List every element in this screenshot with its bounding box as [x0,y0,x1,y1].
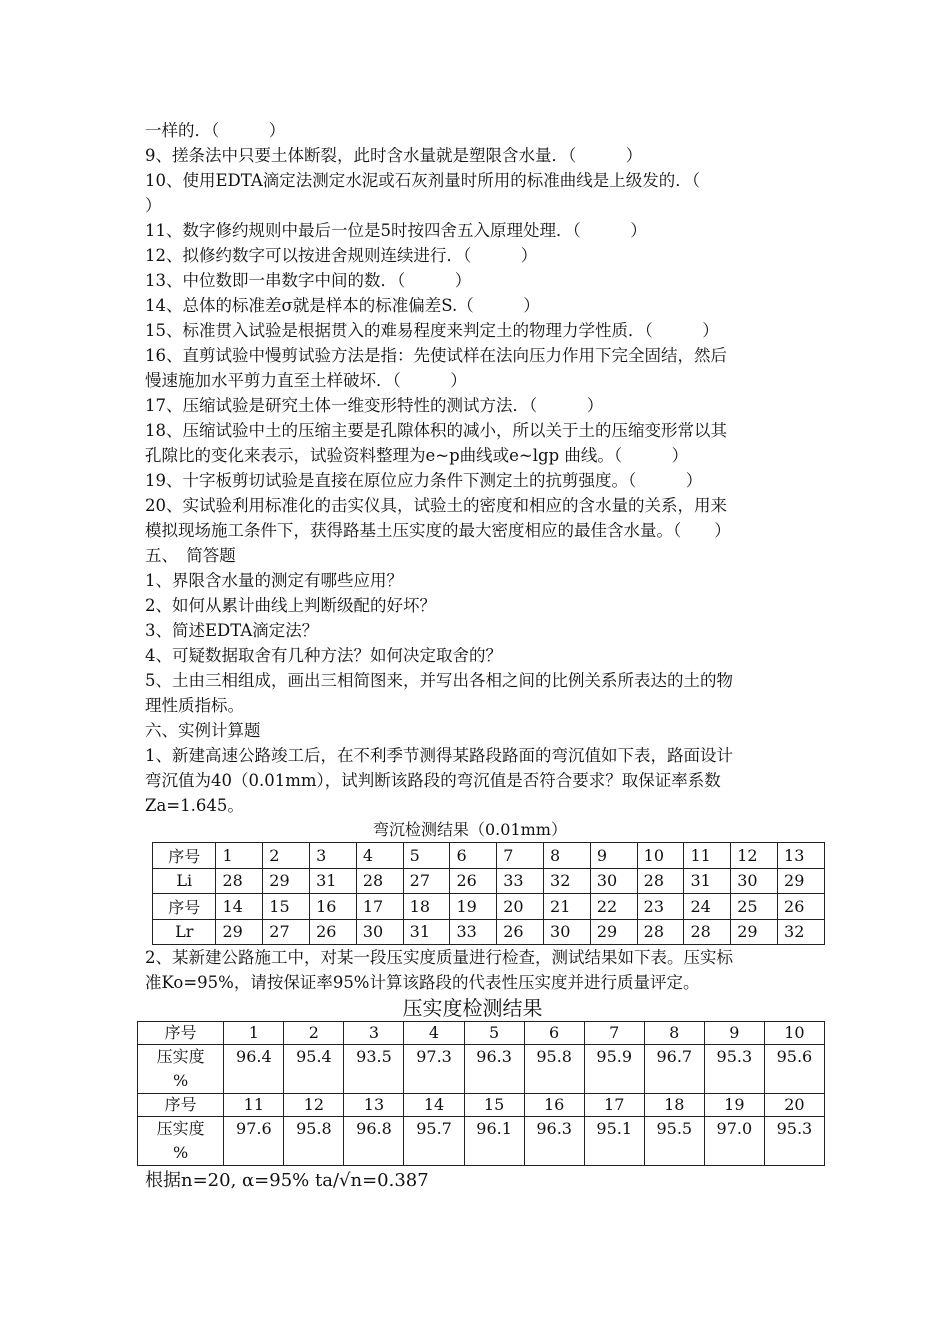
text-line: 18、压缩试验中土的压缩主要是孔隙体积的减小，所以关于土的压缩变形常以其 [145,421,727,440]
table-cell: 28 [637,919,684,945]
table-cell: 29 [731,919,778,945]
table-cell: 17 [356,894,403,920]
text-line: 孔隙比的变化来表示，试验资料整理为e~p曲线或e~lgp 曲线。（ ） [145,446,689,465]
table-cell: 27 [263,919,310,945]
table-cell: 31 [684,868,731,894]
table-cell: 5 [403,843,450,869]
text-line: 13、中位数即一串数字中间的数．（ ） [145,271,472,290]
table-cell: 15 [464,1094,524,1117]
table-cell: 4 [404,1022,464,1045]
table-cell: 10 [764,1022,824,1045]
question-lines-2 [145,945,825,995]
table-cell: 18 [644,1094,704,1117]
row-header-cell: 序号 [138,1094,224,1117]
table-cell: 15 [263,894,310,920]
table-cell: 96.3 [524,1117,584,1166]
text-line: 模拟现场施工条件下，获得路基土压实度的最大密度相应的最佳含水量。（ ） [145,521,731,540]
table-cell: 27 [403,868,450,894]
table-cell: 97.0 [704,1117,764,1166]
row-header-cell: 序号 [153,894,216,920]
table-cell: 17 [584,1094,644,1117]
text-line: 慢速施加水平剪力直至土样破坏．（ ） [145,371,467,390]
table-cell: 33 [497,868,544,894]
row-header-cell: 序号 [153,843,216,869]
table-cell: 5 [464,1022,524,1045]
table-cell: 2 [284,1022,344,1045]
text-line: 一样的．（ ） [145,121,286,140]
text-line: 16、直剪试验中慢剪试验方法是指：先使试样在法向压力作用下完全固结，然后 [145,346,727,365]
table-cell: 30 [356,919,403,945]
table-cell: 8 [644,1022,704,1045]
table-cell: 2 [263,843,310,869]
text-line: 4、可疑数据取舍有几种方法？如何决定取舍的？ [145,646,502,665]
table-cell: 13 [778,843,825,869]
table-cell: 31 [403,919,450,945]
table-row [153,868,825,894]
text-line: 1、新建高速公路竣工后，在不利季节测得某路段路面的弯沉值如下表，路面设计 [145,746,733,765]
table-cell: 25 [731,894,778,920]
table-cell: 6 [450,843,497,869]
row-header-cell: Li [153,868,216,894]
text-line: 准Ko=95%，请按保证率95%计算该路段的代表性压实度并进行质量评定。 [145,973,700,992]
row-header-cell: Lr [153,919,216,945]
table-cell: 12 [284,1094,344,1117]
table-cell: 24 [684,894,731,920]
table-cell: 13 [344,1094,404,1117]
table-cell: 8 [544,843,591,869]
text-line: 5、土由三相组成，画出三相简图来，并写出各相之间的比例关系所表达的土的物 [145,671,733,690]
table-cell: 20 [497,894,544,920]
table-cell: 97.6 [224,1117,284,1166]
table-cell: 9 [590,843,637,869]
text-line: 10、使用EDTA滴定法测定水泥或石灰剂量时所用的标准曲线是上级发的．（ [145,171,701,190]
table-cell: 96.8 [344,1117,404,1166]
table-cell: 32 [544,868,591,894]
table-cell: 3 [310,843,357,869]
table-cell: 22 [590,894,637,920]
compaction-table [137,1021,825,1166]
table-cell: 95.3 [704,1045,764,1094]
table-row [138,1045,825,1094]
table-cell: 23 [637,894,684,920]
table-cell: 28 [637,868,684,894]
table-row [153,919,825,945]
question-lines [145,118,825,818]
table-row [138,1117,825,1166]
text-line: 3、简述EDTA滴定法？ [145,621,319,640]
table-cell: 6 [524,1022,584,1045]
table-row [138,1094,825,1117]
table1-caption: 弯沉检测结果（0.01mm） [373,820,567,839]
document-page [145,118,825,1194]
table-cell: 11 [224,1094,284,1117]
text-line: 12、拟修约数字可以按进舍规则连续进行．（ ） [145,246,538,265]
table-cell: 16 [310,894,357,920]
text-line: ） [145,196,162,215]
table-cell: 3 [344,1022,404,1045]
text-line: 弯沉值为40（0.01mm），试判断该路段的弯沉值是否符合要求？取保证率系数 [145,771,721,790]
table-cell: 26 [310,919,357,945]
text-line: 2、某新建公路施工中，对某一段压实度质量进行检查，测试结果如下表。压实标 [145,948,733,967]
text-line: 理性质指标。 [145,696,244,715]
row-header-cell: 压实度 % [138,1117,224,1166]
table-cell: 95.6 [764,1045,824,1094]
table-cell: 30 [731,868,778,894]
table-cell: 29 [263,868,310,894]
table-cell: 28 [216,868,263,894]
table-cell: 7 [584,1022,644,1045]
table-row [153,843,825,869]
deflection-table [152,842,825,945]
table-cell: 97.3 [404,1045,464,1094]
table-cell: 21 [544,894,591,920]
table-cell: 96.4 [224,1045,284,1094]
table-cell: 12 [731,843,778,869]
table-cell: 95.9 [584,1045,644,1094]
table-cell: 20 [764,1094,824,1117]
table-cell: 95.5 [644,1117,704,1166]
text-line: 11、数字修约规则中最后一位是5时按四舍五入原理处理．（ ） [145,221,647,240]
table-cell: 1 [216,843,263,869]
text-line: 17、压缩试验是研究土体一维变形特性的测试方法．（ ） [145,396,604,415]
table-cell: 28 [684,919,731,945]
table-cell: 95.8 [524,1045,584,1094]
table-cell: 29 [590,919,637,945]
table-cell: 14 [404,1094,464,1117]
table-cell: 96.7 [644,1045,704,1094]
text-line: 9、搓条法中只要土体断裂，此时含水量就是塑限含水量．（ ） [145,146,643,165]
table-cell: 30 [544,919,591,945]
table-cell: 30 [590,868,637,894]
table-cell: 28 [356,868,403,894]
footer-formula: 根据n=20, α=95% ta/√n=0.387 [145,1170,429,1191]
row-header-cell: 压实度 % [138,1045,224,1094]
table-cell: 95.7 [404,1117,464,1166]
table-cell: 93.5 [344,1045,404,1094]
text-line: 五、 简答题 [145,546,236,565]
table-cell: 11 [684,843,731,869]
table-cell: 29 [216,919,263,945]
table-cell: 95.8 [284,1117,344,1166]
table-row [153,894,825,920]
table-cell: 7 [497,843,544,869]
text-line: Za=1.645。 [145,796,244,815]
table-cell: 95.1 [584,1117,644,1166]
table-cell: 18 [403,894,450,920]
row-header-cell: 序号 [138,1022,224,1045]
table-cell: 4 [356,843,403,869]
table-cell: 14 [216,894,263,920]
table-cell: 95.4 [284,1045,344,1094]
table-cell: 1 [224,1022,284,1045]
table-cell: 9 [704,1022,764,1045]
table-cell: 26 [778,894,825,920]
table2-caption: 压实度检测结果 [402,996,543,1020]
text-line: 六、实例计算题 [145,721,261,740]
table-cell: 26 [450,868,497,894]
table-cell: 96.1 [464,1117,524,1166]
table-cell: 16 [524,1094,584,1117]
text-line: 15、标准贯入试验是根据贯入的难易程度来判定土的物理力学性质．（ ） [145,321,719,340]
table-cell: 95.3 [764,1117,824,1166]
text-line: 2、如何从累计曲线上判断级配的好坏？ [145,596,436,615]
table-row [138,1022,825,1045]
table-cell: 19 [450,894,497,920]
table-cell: 96.3 [464,1045,524,1094]
text-line: 20、实试验利用标准化的击实仪具，试验土的密度和相应的含水量的关系，用来 [145,496,727,515]
table-cell: 19 [704,1094,764,1117]
table-cell: 26 [497,919,544,945]
text-line: 14、总体的标准差σ就是样本的标准偏差S.（ ） [145,296,540,315]
table-cell: 33 [450,919,497,945]
text-line: 19、十字板剪切试验是直接在原位应力条件下测定土的抗剪强度。（ ） [145,471,703,490]
table-cell: 29 [778,868,825,894]
table-cell: 31 [310,868,357,894]
table-cell: 32 [778,919,825,945]
text-line: 1、界限含水量的测定有哪些应用？ [145,571,403,590]
table-cell: 10 [637,843,684,869]
